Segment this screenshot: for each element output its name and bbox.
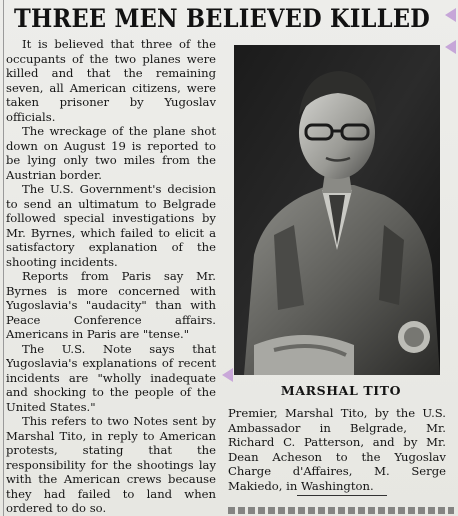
- photo-column: [227, 37, 455, 513]
- footer-cutline-strip: [228, 502, 454, 514]
- photo-caption-body: Premier, Marshal Tito, by the U.S. Ambassador in Belgrade, Mr. Richard C. Patterson, and by Mr. Dean Acheson to the Yugoslav Charge d'Affaires, M. Serge Makiedo, in Washington.: [228, 406, 446, 493]
- right-marker-icon[interactable]: [445, 8, 456, 22]
- article-paragraph: The U.S. Government's decision to send an ultimatum to Belgrade followed special investigations by Mr. Byrnes, which failed to elicit a satisfactory explanation of the shooting incidents.: [6, 182, 216, 269]
- portrait-illustration: [234, 45, 440, 375]
- article-paragraph: This refers to two Notes sent by Marshal Tito, in reply to American protests, stating that the responsibility for the shootings lay with the American crews because they had failed to land when ordered to do so.: [6, 414, 216, 513]
- article-column: [6, 37, 216, 513]
- portrait-photo: [234, 45, 440, 375]
- photo-caption-title: MARSHAL TITO: [280, 383, 402, 398]
- headline: THREE MEN BELIEVED KILLED: [14, 4, 431, 33]
- cutline-pattern: [228, 507, 454, 514]
- article-paragraph: The wreckage of the plane shot down on August 19 is reported to be lying only two miles from the Austrian border.: [6, 124, 216, 182]
- caption-divider: [297, 495, 387, 496]
- article-paragraph: The U.S. Note says that Yugoslavia's explanations of recent incidents are "wholly inadequate and shocking to the people of the United States.": [6, 341, 216, 414]
- article-paragraph: Reports from Paris say Mr. Byrnes is more concerned with Yugoslavia's "audacity" than with Peace Conference affairs. Americans in Paris are "tense.": [6, 269, 216, 341]
- left-margin-rule: [3, 0, 4, 516]
- article-paragraph: It is believed that three of the occupants of the two planes were killed and that the remaining seven, all American citizens, were taken prisoner by Yugoslav officials.: [6, 37, 216, 124]
